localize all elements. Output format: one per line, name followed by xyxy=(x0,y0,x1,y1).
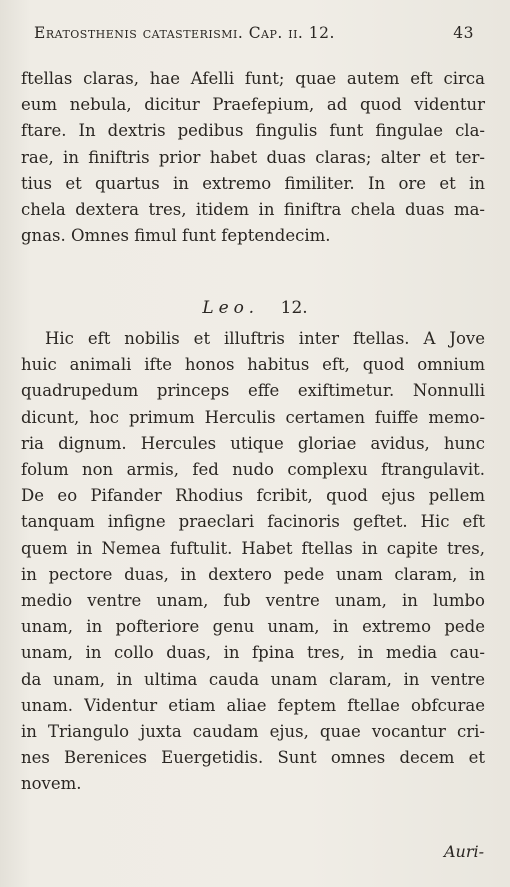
section-heading-number: 12. xyxy=(280,298,308,318)
text-line: nes Berenices Euergetidis. Sunt omnes decem et xyxy=(21,748,485,768)
catchword: Auri- xyxy=(443,842,484,861)
text-line: unam, in collo duas, in fpina tres, in media cau- xyxy=(21,643,485,663)
text-line: chela dextera tres, itidem in finiftra chela duas ma- xyxy=(21,200,485,220)
text-line: quadrupedum princeps effe exiftimetur. Nonnulli xyxy=(21,381,485,401)
text-line: tius et quartus in extremo fimiliter. In ore et in xyxy=(21,173,485,193)
text-line: tanquam infigne praeclari facinoris geftet. Hic eft xyxy=(21,512,485,532)
section-heading-name: Leo. xyxy=(202,298,260,318)
text-line: in pectore duas, in dextero pede unam claram, in xyxy=(21,564,485,584)
page-number: 43 xyxy=(453,24,474,42)
text-line: huic animali ifte honos habitus eft, quod omnium xyxy=(21,355,485,375)
running-header xyxy=(34,24,474,42)
text-line: unam. Videntur etiam aliae feptem ftellae obfcurae xyxy=(21,695,485,715)
text-line: De eo Pifander Rhodius fcribit, quod ejus pellem xyxy=(21,486,485,506)
text-line: ftare. In dextris pedibus fingulis funt fingulae cla- xyxy=(21,121,485,141)
paragraph-leo xyxy=(21,326,485,798)
text-line: folum non armis, fed nudo complexu ftrangulavit. xyxy=(21,460,485,480)
section-heading xyxy=(0,298,510,318)
paragraph-cancer-end xyxy=(21,66,485,249)
text-line: da unam, in ultima cauda unam claram, in ventre xyxy=(21,669,485,689)
text-line: eum nebula, dicitur Praefepium, ad quod videntur xyxy=(21,95,485,115)
text-line: ftellas claras, hae Afelli funt; quae autem eft circa xyxy=(21,69,485,88)
text-line: Hic eft nobilis et illuftris inter ftellas. A Jove xyxy=(45,329,485,348)
text-line: ria dignum. Hercules utique gloriae avidus, hunc xyxy=(21,433,485,453)
text-line: dicunt, hoc primum Herculis certamen fuiffe memo- xyxy=(21,407,485,427)
text-line: unam, in pofteriore genu unam, in extremo pede xyxy=(21,617,485,637)
text-line: novem. xyxy=(21,774,82,794)
running-title: Eratosthenis catasterismi. Cap. ii. 12. xyxy=(34,24,335,42)
text-line: gnas. Omnes fimul funt feptendecim. xyxy=(21,226,331,246)
text-line: quem in Nemea fuftulit. Habet ftellas in capite tres, xyxy=(21,538,485,558)
text-line: medio ventre unam, fub ventre unam, in lumbo xyxy=(21,591,485,611)
text-line: in Triangulo juxta caudam ejus, quae vocantur cri- xyxy=(21,722,485,742)
text-line: rae, in finiftris prior habet duas claras; alter et ter- xyxy=(21,147,485,167)
